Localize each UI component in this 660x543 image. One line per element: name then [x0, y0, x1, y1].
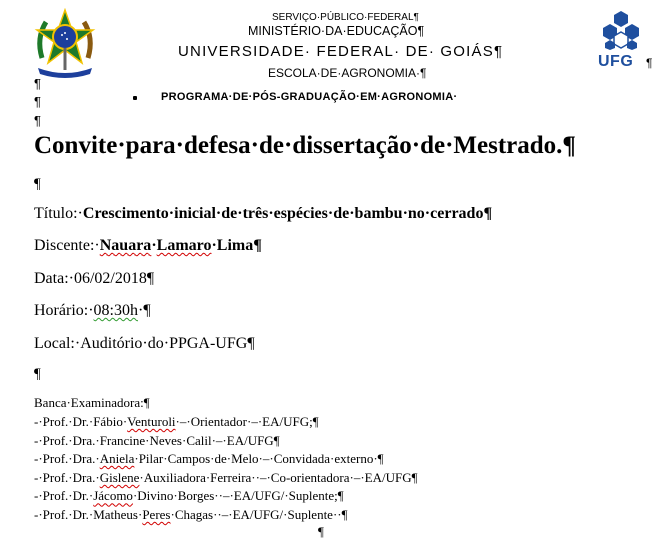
titulo-label: Título:·	[34, 205, 83, 222]
banca-member	[34, 450, 418, 469]
header-line-1: SERVIÇO·PÚBLICO·FEDERAL¶	[272, 12, 419, 23]
horario-line	[34, 302, 151, 320]
banca-member	[34, 506, 418, 525]
right-pilcrow: ¶	[646, 56, 653, 70]
pilcrow: ¶	[34, 94, 41, 109]
banca-member	[34, 413, 418, 432]
local-line: Local:·Auditório·do·PPGA-UFG¶	[34, 335, 255, 352]
pilcrow: ¶	[34, 76, 41, 91]
data-line: Data:·06/02/2018¶	[34, 270, 155, 287]
program-name: PROGRAMA·DE·PÓS-GRADUAÇÃO·EM·AGRONOMIA·	[161, 91, 458, 103]
ufg-hexagon-logo-icon	[598, 10, 644, 68]
bullet-icon	[133, 96, 137, 100]
member-text: -·Prof.·Dra.·	[34, 469, 100, 485]
brazil-coat-of-arms-icon	[32, 8, 98, 78]
member-name-flagged: Gislene	[99, 469, 140, 485]
member-text: ·–·Orientador·–·EA/UFG;¶	[175, 414, 319, 429]
page-title: Convite·para·defesa·de·dissertação·de·Mestrado.¶	[34, 132, 576, 159]
member-name-flagged: Jácomo	[93, 488, 133, 504]
discente-line	[34, 237, 262, 255]
member-name-flagged: Peres	[142, 506, 171, 522]
member-text: ·Chagas··–·EA/UFG/·Suplente··¶	[170, 506, 348, 522]
ufg-logo-text: UFG	[598, 53, 634, 70]
member-text: ·Pilar·Campos·de·Melo·–·Convidada·externo·¶	[134, 451, 384, 467]
discente-sep: ·	[151, 237, 157, 254]
member-text: ·Divino·Borges··–·EA/UFG/·Suplente;¶	[132, 488, 344, 504]
pilcrow: ¶	[318, 524, 324, 539]
discente-rest: ·Lima¶	[211, 237, 262, 254]
pilcrow: ¶	[34, 113, 41, 128]
banca-member	[34, 487, 418, 506]
titulo-value: Crescimento·inicial·de·três·espécies·de·bambu·no·cerrado¶	[82, 205, 493, 222]
member-text: -·Prof.·Dr.·Fábio·	[34, 414, 128, 429]
discente-label: Discente:·	[34, 237, 100, 254]
banca-heading: Banca·Examinadora:¶	[34, 395, 150, 410]
titulo-line	[34, 205, 492, 223]
discente-middle: Lamaro	[156, 237, 212, 254]
member-text: -·Prof.·Dr.·	[34, 488, 94, 504]
header-line-3: UNIVERSIDADE· FEDERAL· DE· GOIÁS¶	[178, 43, 504, 60]
member-text: -·Prof.·Dra.·	[34, 451, 100, 467]
horario-label: Horário:·	[34, 302, 94, 319]
banca-list	[34, 413, 418, 525]
member-name-flagged: Venturoli	[127, 414, 176, 429]
horario-time: 08:30h	[93, 302, 138, 319]
banca-member	[34, 432, 418, 451]
pilcrow: ¶	[34, 366, 41, 382]
header-line-2: MINISTÉRIO·DA·EDUCAÇÃO¶	[248, 24, 425, 38]
member-text: ·Auxiliadora·Ferreira··–·Co-orientadora·–·EA/UFG¶	[139, 469, 418, 485]
pilcrow: ¶	[34, 176, 41, 192]
member-name-flagged: Aniela	[99, 451, 135, 467]
horario-end: ·¶	[137, 302, 151, 319]
member-text: -·Prof.·Dra.·Francine·Neves·Calil·–·EA/UFG¶	[34, 432, 280, 448]
banca-member	[34, 469, 418, 488]
member-text: -·Prof.·Dr.·Matheus·	[34, 506, 143, 522]
discente-first: Nauara	[99, 237, 152, 254]
header-line-4: ESCOLA·DE·AGRONOMIA·¶	[268, 66, 427, 80]
